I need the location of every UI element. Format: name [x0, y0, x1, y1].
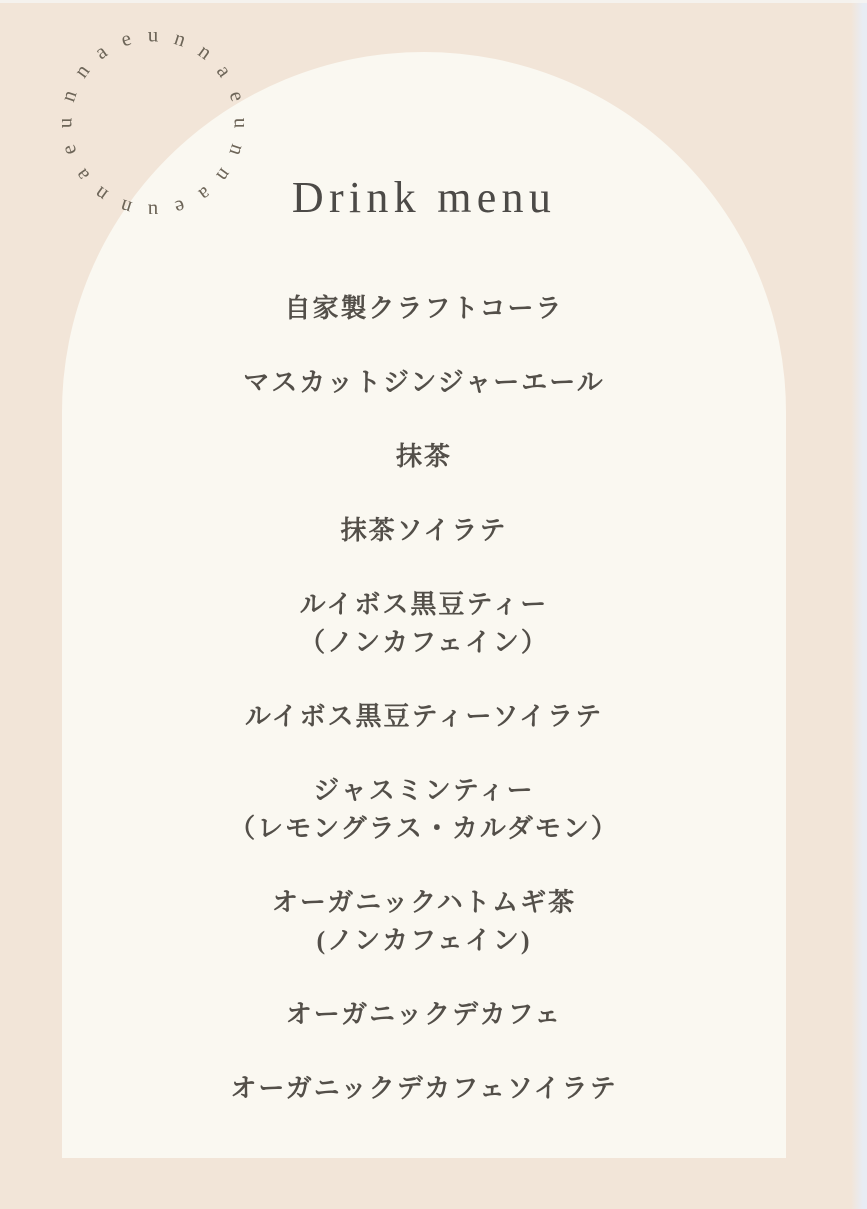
logo-letter: e: [224, 87, 251, 104]
menu-item-line: （ノンカフェイン）: [299, 628, 549, 657]
menu-item: [229, 772, 619, 848]
logo-letter: a: [68, 164, 94, 186]
menu-item: [341, 512, 508, 550]
logo-letter: u: [147, 199, 159, 224]
logo-letter: n: [89, 181, 113, 208]
circular-logo: [52, 22, 254, 224]
menu-item: [243, 364, 604, 402]
menu-item-line: （レモングラス・カルダモン）: [229, 814, 619, 843]
menu-item: [272, 884, 576, 960]
page-title: Drink menu: [291, 173, 557, 222]
menu-item-line: マスカットジンジャーエール: [243, 368, 605, 397]
logo-letter: e: [55, 142, 82, 159]
page-edge-right: [851, 0, 867, 1209]
menu-item-line: 抹茶ソイラテ: [340, 516, 508, 545]
logo-letter: n: [68, 59, 95, 83]
logo-letter: a: [212, 60, 238, 82]
menu-item-line: オーガニックデカフェ: [285, 1000, 563, 1029]
logo-letter: u: [52, 117, 77, 129]
menu-item: [286, 996, 563, 1034]
menu-item: [285, 290, 564, 328]
menu-item-line: オーガニックデカフェソイラテ: [230, 1074, 618, 1103]
logo-letter: n: [211, 163, 238, 187]
logo-letter: a: [194, 182, 216, 208]
page-edge-top: [0, 0, 867, 3]
menu-item-line: ジャスミンティー: [313, 776, 535, 805]
logo-letter: u: [229, 117, 254, 129]
menu-item: [230, 1070, 617, 1108]
menu-item: [245, 698, 603, 736]
logo-letter: n: [55, 86, 82, 105]
menu-item-line: ルイボス黒豆ティーソイラテ: [244, 702, 604, 731]
logo-letter: n: [171, 25, 190, 52]
menu-item: [299, 586, 549, 662]
menu-item: [396, 438, 452, 476]
logo-letter: n: [116, 194, 135, 221]
logo-letter: e: [172, 194, 189, 221]
menu-item-line: 自家製クラフトコーラ: [284, 294, 564, 323]
menu-item-line: オーガニックハトムギ茶: [271, 888, 577, 917]
logo-letter: a: [90, 38, 112, 64]
logo-letter: e: [117, 25, 134, 52]
menu-item-line: 抹茶: [395, 442, 452, 471]
logo-letter: n: [193, 38, 217, 65]
logo-letter: u: [147, 22, 159, 47]
menu-item-line: ルイボス黒豆ティー: [299, 590, 549, 619]
logo-letter: n: [224, 141, 251, 160]
drink-menu-list: [62, 290, 786, 1144]
menu-item-line: (ノンカフェイン): [316, 926, 532, 955]
